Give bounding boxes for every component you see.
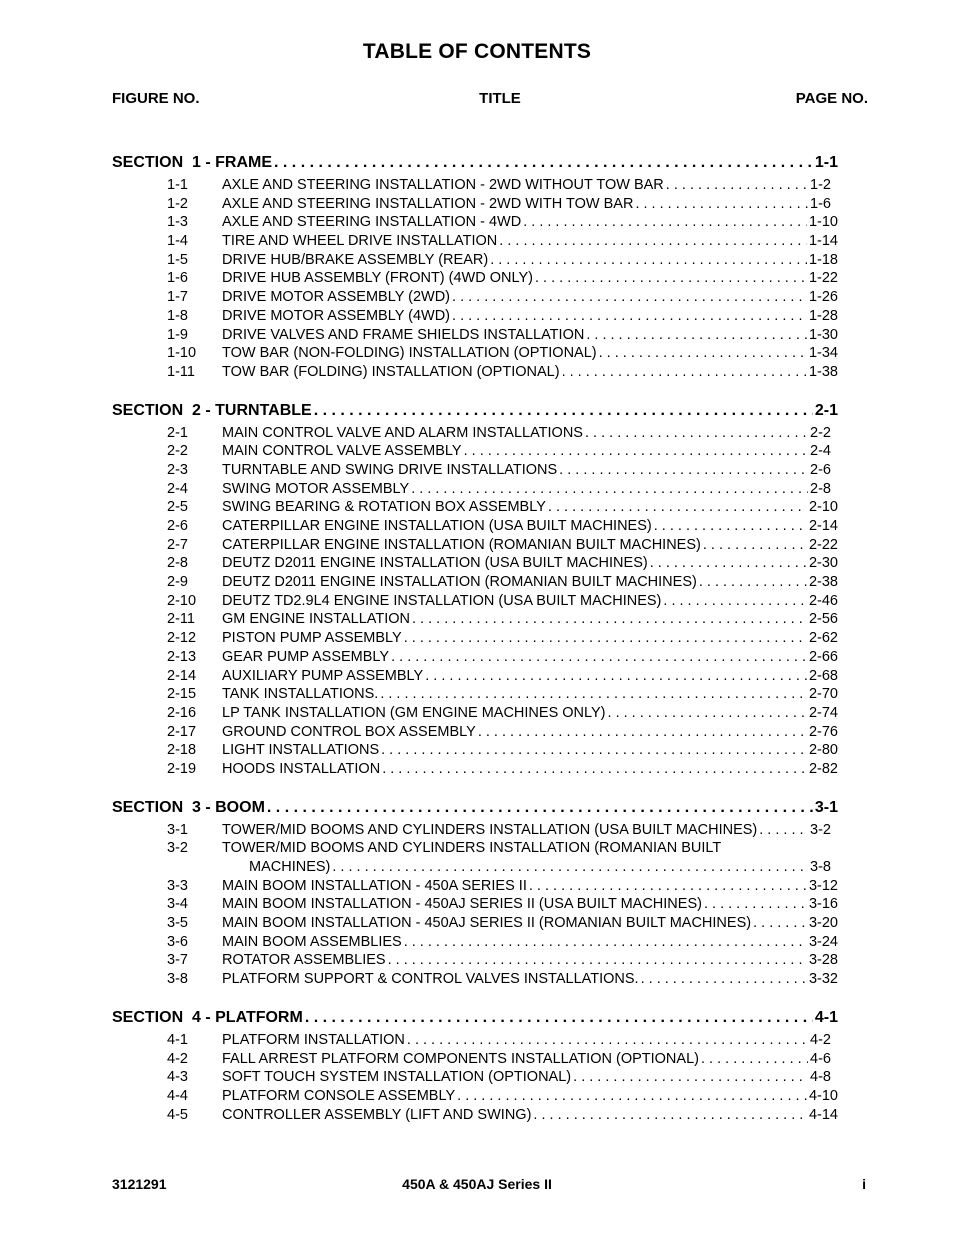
toc-entry[interactable] (112, 461, 838, 480)
column-header-title: TITLE (479, 90, 521, 107)
dot-leader (380, 685, 807, 704)
entry-title: TOWER/MID BOOMS AND CYLINDERS INSTALLATION (ROMANIAN BUILT (222, 840, 722, 857)
entry-title: DRIVE HUB/BRAKE ASSEMBLY (REAR) (222, 251, 489, 268)
entry-page: 1-26 (808, 289, 838, 306)
dot-leader (699, 573, 807, 592)
toc-entry[interactable] (112, 629, 838, 648)
toc-entry[interactable] (112, 592, 838, 611)
dot-leader (332, 858, 808, 877)
entry-page: 2-8 (810, 480, 831, 497)
dot-leader (457, 1087, 807, 1106)
section-heading[interactable] (112, 1005, 838, 1031)
entry-title: MAIN BOOM INSTALLATION - 450AJ SERIES II (USA BUILT MACHINES) (222, 896, 702, 913)
entry-title: MAIN CONTROL VALVE ASSEMBLY (222, 443, 462, 460)
toc-entry[interactable] (112, 1050, 838, 1069)
entry-title: PLATFORM SUPPORT & CONTROL VALVES INSTALLATIONS. (222, 971, 639, 988)
entry-page: 2-2 (810, 424, 831, 441)
figure-number: 4-4 (167, 1087, 188, 1104)
entry-title: FALL ARREST PLATFORM COMPONENTS INSTALLATION (OPTIONAL) (222, 1050, 699, 1067)
entry-page: 1-14 (808, 233, 838, 250)
dot-leader (535, 269, 807, 288)
dot-leader (599, 344, 807, 363)
figure-number: 4-3 (167, 1069, 188, 1086)
toc-entry[interactable] (112, 610, 838, 629)
entry-title: TOW BAR (FOLDING) INSTALLATION (OPTIONAL) (222, 363, 560, 380)
figure-number: 1-7 (167, 289, 188, 306)
entry-title: TOWER/MID BOOMS AND CYLINDERS INSTALLATION (USA BUILT MACHINES) (222, 821, 758, 838)
toc-entry-continuation[interactable] (112, 858, 838, 877)
figure-number: 3-5 (167, 915, 188, 932)
entry-title: CATERPILLAR ENGINE INSTALLATION (ROMANIAN BUILT MACHINES) (222, 536, 701, 553)
toc-entry[interactable] (112, 269, 838, 288)
entry-page: 1-34 (808, 345, 838, 362)
dot-leader (452, 288, 807, 307)
entry-page: 4-2 (810, 1031, 831, 1048)
section-page: 2-1 (814, 401, 838, 419)
entry-title: MAIN BOOM INSTALLATION - 450A SERIES II (222, 877, 527, 894)
footer-model: 450A & 450AJ Series II (402, 1176, 552, 1192)
figure-number: 2-3 (167, 461, 188, 478)
figure-number: 2-18 (167, 742, 197, 759)
dot-leader (404, 629, 807, 648)
toc-entry[interactable] (112, 723, 838, 742)
entry-title: CONTROLLER ASSEMBLY (LIFT AND SWING) (222, 1106, 532, 1123)
entry-page: 2-76 (808, 723, 838, 740)
entry-page: 2-46 (808, 592, 838, 609)
dot-leader (753, 914, 807, 933)
entry-title: MAIN BOOM ASSEMBLIES (222, 933, 402, 950)
dot-leader (391, 648, 807, 667)
figure-number: 4-1 (167, 1031, 188, 1048)
entry-page: 4-10 (808, 1087, 838, 1104)
section-heading[interactable] (112, 795, 838, 821)
dot-leader (533, 1106, 807, 1125)
section-label: SECTION 3 - BOOM (112, 798, 265, 816)
dot-leader (759, 821, 808, 840)
figure-number: 1-4 (167, 233, 188, 250)
entry-title: SOFT TOUCH SYSTEM INSTALLATION (OPTIONAL) (222, 1069, 572, 1086)
toc-entry[interactable] (112, 760, 838, 779)
dot-leader (382, 760, 807, 779)
column-header-figure: FIGURE NO. (112, 90, 200, 107)
figure-number: 3-8 (167, 971, 188, 988)
entry-page: 2-80 (808, 742, 838, 759)
dot-leader (635, 195, 808, 214)
figure-number: 1-1 (167, 177, 188, 193)
entry-page: 3-16 (808, 896, 838, 913)
entry-title: DEUTZ TD2.9L4 ENGINE INSTALLATION (USA BUILT MACHINES) (222, 592, 662, 609)
toc-entry[interactable] (112, 914, 838, 933)
entry-title: LP TANK INSTALLATION (GM ENGINE MACHINES ONLY) (222, 704, 606, 721)
entry-page: 1-10 (808, 214, 838, 231)
toc-entry[interactable] (112, 573, 838, 592)
figure-number: 1-11 (167, 363, 195, 380)
entry-title: GEAR PUMP ASSEMBLY (222, 648, 390, 665)
entry-title: AXLE AND STEERING INSTALLATION - 2WD WITHOUT TOW BAR (222, 177, 664, 193)
section-label: SECTION 1 - FRAME (112, 154, 273, 171)
toc-entry[interactable] (112, 195, 838, 214)
entry-title: SWING MOTOR ASSEMBLY (222, 480, 410, 497)
dot-leader (650, 554, 807, 573)
dot-leader (388, 951, 807, 970)
entry-title: DRIVE VALVES AND FRAME SHIELDS INSTALLATION (222, 326, 585, 343)
figure-number: 2-6 (167, 518, 188, 534)
toc-entry[interactable] (112, 648, 838, 667)
figure-number: 2-5 (167, 499, 188, 516)
dot-leader (425, 667, 807, 686)
figure-number: 1-2 (167, 195, 188, 212)
dot-leader (529, 877, 807, 896)
entry-title: TOW BAR (NON-FOLDING) INSTALLATION (OPTIONAL) (222, 345, 597, 362)
toc-entry[interactable] (112, 951, 838, 970)
dot-leader (641, 970, 807, 989)
entry-title: DRIVE MOTOR ASSEMBLY (4WD) (222, 307, 451, 324)
entry-page: 3-32 (808, 971, 838, 988)
dot-leader (412, 610, 807, 629)
dot-leader (523, 213, 807, 232)
entry-page: 2-66 (808, 648, 838, 665)
entry-page: 1-18 (808, 251, 838, 268)
toc-entry[interactable] (112, 895, 838, 914)
section-page: 3-1 (814, 798, 838, 816)
figure-number: 1-8 (167, 307, 188, 324)
figure-number: 3-2 (167, 840, 188, 857)
dot-leader (452, 307, 807, 326)
entry-title: GROUND CONTROL BOX ASSEMBLY (222, 723, 476, 740)
entry-page: 2-22 (808, 536, 838, 553)
dot-leader (404, 933, 807, 952)
toc-entry[interactable] (112, 554, 838, 573)
footer-doc-number: 3121291 (112, 1176, 167, 1192)
figure-number: 2-7 (167, 536, 188, 553)
figure-number: 1-10 (167, 345, 197, 362)
toc-body (112, 150, 838, 1140)
figure-number: 2-2 (167, 443, 188, 460)
dot-leader (562, 363, 807, 382)
entry-title: HOODS INSTALLATION (222, 760, 381, 777)
dot-leader (478, 723, 807, 742)
figure-number: 3-3 (167, 877, 188, 894)
section-entries (112, 821, 838, 989)
figure-number: 4-5 (167, 1106, 188, 1123)
section-entries (112, 1031, 838, 1124)
toc-entry[interactable] (112, 839, 838, 858)
entry-page: 3-28 (808, 952, 838, 969)
figure-number: 1-9 (167, 326, 188, 343)
toc-entry[interactable] (112, 363, 838, 382)
dot-leader (608, 704, 807, 723)
entry-title: SWING BEARING & ROTATION BOX ASSEMBLY (222, 499, 546, 516)
toc-entry[interactable] (112, 176, 838, 195)
entry-title: AXLE AND STEERING INSTALLATION - 4WD (222, 214, 522, 231)
toc-entry[interactable] (112, 498, 838, 517)
entry-page: 2-56 (808, 611, 838, 628)
entry-title: TANK INSTALLATIONS. (222, 686, 379, 703)
column-header-page: PAGE NO. (795, 90, 868, 107)
entry-page: 2-14 (808, 518, 838, 534)
figure-number: 2-8 (167, 555, 188, 572)
entry-title: DEUTZ D2011 ENGINE INSTALLATION (USA BUILT MACHINES) (222, 555, 648, 572)
section-heading[interactable] (112, 398, 838, 424)
toc-entry[interactable] (112, 685, 838, 704)
dot-leader (411, 480, 808, 499)
dot-leader (305, 1005, 813, 1031)
dot-leader (267, 795, 813, 821)
toc-entry[interactable] (112, 536, 838, 555)
figure-number: 1-6 (167, 270, 188, 287)
figure-number: 2-16 (167, 704, 197, 721)
toc-entry[interactable] (112, 442, 838, 461)
dot-leader (586, 326, 807, 345)
toc-entry[interactable] (112, 667, 838, 686)
figure-number: 4-2 (167, 1050, 188, 1067)
entry-page: 3-12 (808, 877, 838, 894)
dot-leader (314, 398, 813, 424)
dot-leader (663, 592, 807, 611)
entry-page: 4-6 (810, 1050, 831, 1067)
dot-leader (499, 232, 807, 251)
dot-leader (381, 741, 807, 760)
figure-number: 2-11 (167, 611, 195, 628)
toc-entry[interactable] (112, 1106, 838, 1125)
entry-page: 3-20 (808, 915, 838, 932)
toc-entry[interactable] (112, 424, 838, 443)
figure-number: 1-5 (167, 251, 188, 268)
entry-title: TIRE AND WHEEL DRIVE INSTALLATION (222, 233, 498, 250)
dot-leader (490, 251, 807, 270)
toc-entry[interactable] (112, 326, 838, 345)
dot-leader (274, 150, 813, 176)
entry-page: 1-22 (808, 270, 838, 287)
toc-entry[interactable] (112, 704, 838, 723)
dot-leader (654, 517, 807, 536)
entry-page: 1-2 (810, 177, 831, 193)
figure-number: 2-19 (167, 760, 197, 777)
entry-title: PLATFORM INSTALLATION (222, 1031, 405, 1048)
figure-number: 2-17 (167, 723, 197, 740)
dot-leader (585, 424, 808, 443)
entry-title: DEUTZ D2011 ENGINE INSTALLATION (ROMANIAN BUILT MACHINES) (222, 574, 697, 591)
figure-number: 1-3 (167, 214, 188, 231)
section-entries (112, 176, 838, 382)
dot-leader (701, 1050, 808, 1069)
toc-entry[interactable] (112, 517, 838, 536)
entry-page: 1-28 (808, 307, 838, 324)
toc-entry[interactable] (112, 288, 838, 307)
entry-page: 2-30 (808, 555, 838, 572)
figure-number: 3-7 (167, 952, 188, 969)
dot-leader (573, 1068, 808, 1087)
section-label: SECTION 2 - TURNTABLE (112, 401, 312, 419)
toc-entry[interactable] (112, 1087, 838, 1106)
figure-number: 2-13 (167, 648, 197, 665)
toc-entry[interactable] (112, 741, 838, 760)
figure-number: 2-14 (167, 667, 197, 684)
entry-page: 2-68 (808, 667, 838, 684)
dot-leader (703, 536, 807, 555)
dot-leader (704, 895, 807, 914)
figure-number: 3-6 (167, 933, 188, 950)
entry-page: 3-2 (810, 821, 831, 838)
figure-number: 3-4 (167, 896, 188, 913)
toc-entry[interactable] (112, 933, 838, 952)
dot-leader (559, 461, 808, 480)
entry-title: PLATFORM CONSOLE ASSEMBLY (222, 1087, 456, 1104)
toc-entry[interactable] (112, 1068, 838, 1087)
entry-page: 4-8 (810, 1069, 831, 1086)
footer-page-number: i (862, 1176, 866, 1192)
entry-page: 2-70 (808, 686, 838, 703)
entry-page: 1-38 (808, 363, 838, 380)
entry-page: 2-6 (810, 461, 831, 478)
entry-title: MAIN CONTROL VALVE AND ALARM INSTALLATIONS (222, 424, 583, 441)
entry-page: 2-10 (808, 499, 838, 516)
entry-title: PISTON PUMP ASSEMBLY (222, 630, 402, 647)
section-entries (112, 424, 838, 779)
dot-leader (407, 1031, 808, 1050)
entry-title: LIGHT INSTALLATIONS (222, 742, 380, 759)
entry-title: MAIN BOOM INSTALLATION - 450AJ SERIES II (ROMANIAN BUILT MACHINES) (222, 915, 752, 932)
entry-title: AXLE AND STEERING INSTALLATION - 2WD WITH TOW BAR (222, 195, 634, 212)
entry-title: GM ENGINE INSTALLATION (222, 611, 410, 628)
dot-leader (548, 498, 807, 517)
entry-title-continued: MACHINES) (249, 859, 331, 875)
toc-entry[interactable] (112, 821, 838, 840)
toc-entry[interactable] (112, 232, 838, 251)
entry-title: AUXILIARY PUMP ASSEMBLY (222, 667, 424, 684)
toc-entry[interactable] (112, 344, 838, 363)
figure-number: 2-15 (167, 686, 197, 703)
dot-leader (464, 442, 808, 461)
entry-title: DRIVE MOTOR ASSEMBLY (2WD) (222, 289, 451, 306)
entry-page: 1-6 (810, 195, 831, 212)
entry-title: ROTATOR ASSEMBLIES (222, 952, 386, 969)
toc-entry[interactable] (112, 1031, 838, 1050)
toc-entry[interactable] (112, 307, 838, 326)
figure-number: 2-10 (167, 592, 197, 609)
figure-number: 2-12 (167, 630, 197, 647)
entry-page: 2-4 (810, 443, 831, 460)
entry-title: TURNTABLE AND SWING DRIVE INSTALLATIONS (222, 461, 558, 478)
section-page: 4-1 (814, 1008, 838, 1026)
entry-page: 3-8 (810, 859, 831, 875)
toc-entry[interactable] (112, 213, 838, 232)
entry-page: 4-14 (808, 1106, 838, 1123)
toc-entry[interactable] (112, 877, 838, 896)
entry-title: CATERPILLAR ENGINE INSTALLATION (USA BUILT MACHINES) (222, 518, 652, 534)
section-heading[interactable] (112, 150, 838, 176)
entry-page: 2-82 (808, 760, 838, 777)
toc-entry[interactable] (112, 970, 838, 989)
toc-entry[interactable] (112, 251, 838, 270)
toc-entry[interactable] (112, 480, 838, 499)
figure-number: 2-9 (167, 574, 188, 591)
entry-page: 3-24 (808, 933, 838, 950)
entry-title: DRIVE HUB ASSEMBLY (FRONT) (4WD ONLY) (222, 270, 533, 287)
entry-page: 1-30 (808, 326, 838, 343)
dot-leader (666, 176, 808, 195)
entry-page: 2-74 (808, 704, 838, 721)
section-page: 1-1 (814, 154, 838, 171)
entry-page: 2-62 (808, 630, 838, 647)
page-title: TABLE OF CONTENTS (362, 40, 592, 63)
figure-number: 3-1 (167, 821, 188, 838)
figure-number: 2-4 (167, 480, 188, 497)
section-label: SECTION 4 - PLATFORM (112, 1008, 303, 1026)
entry-page: 2-38 (808, 574, 838, 591)
figure-number: 2-1 (167, 424, 188, 441)
